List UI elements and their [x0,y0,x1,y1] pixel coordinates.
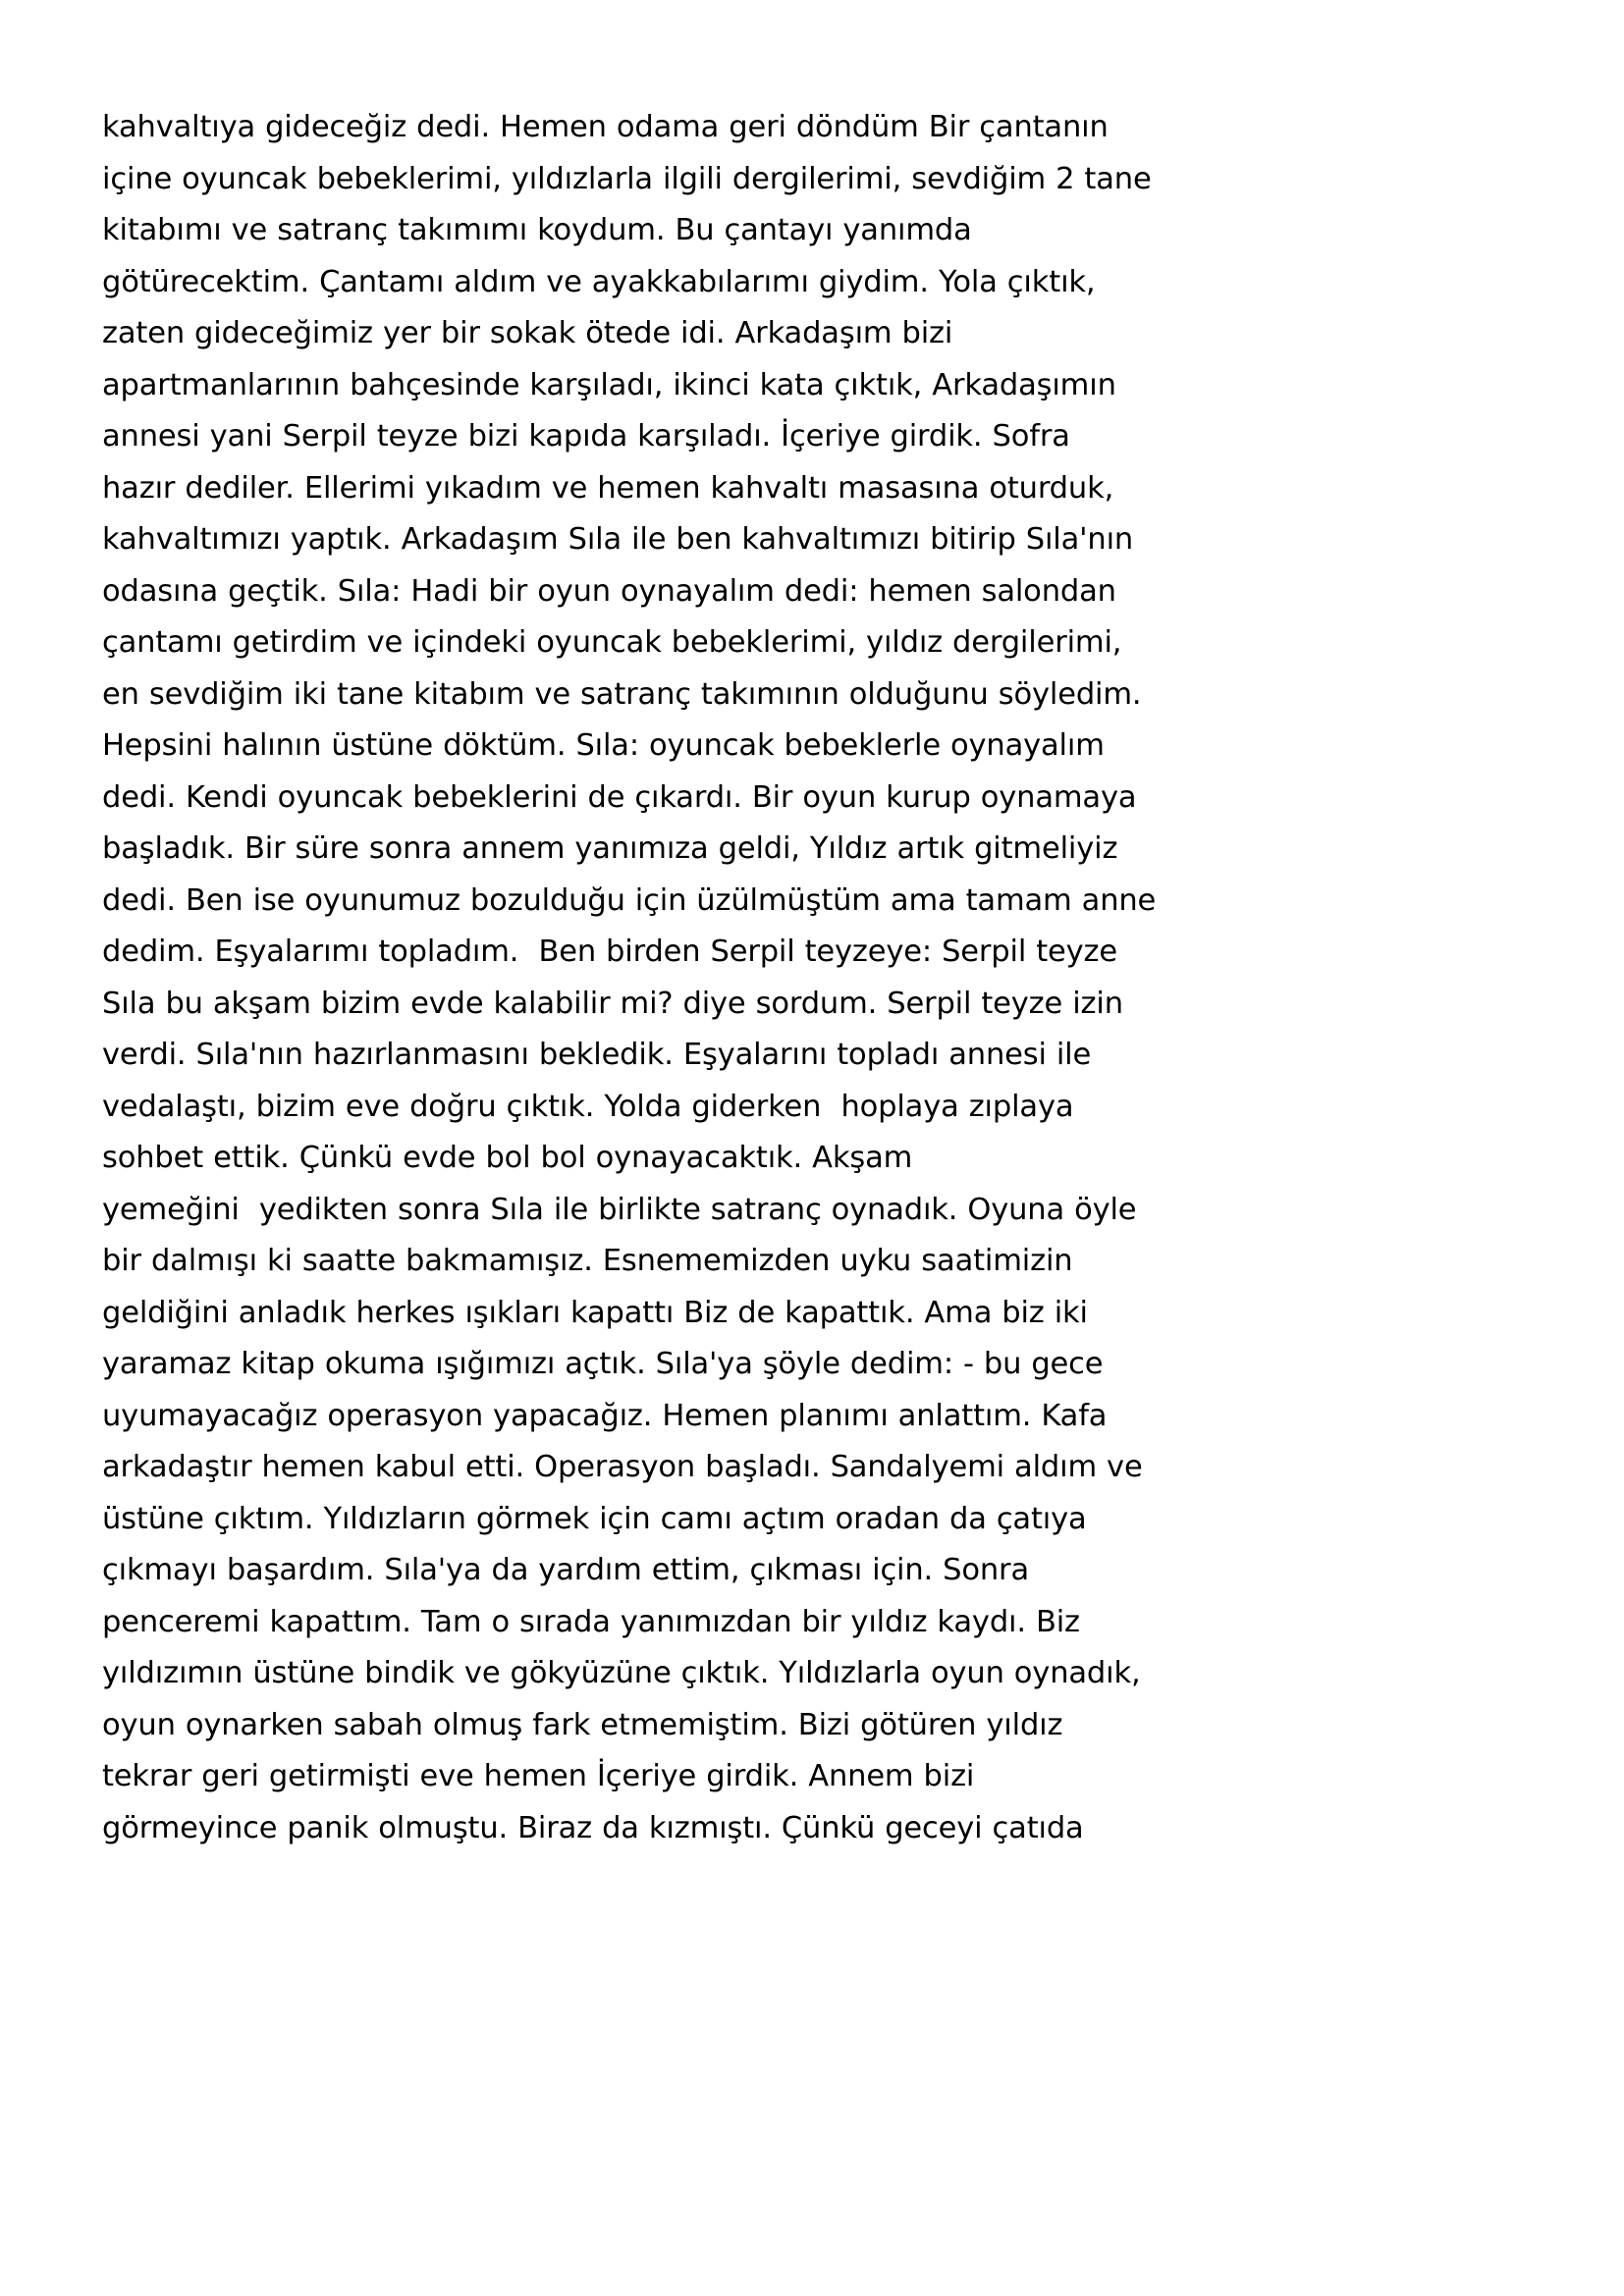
text-line: Sıla bu akşam bizim evde kalabilir mi? diye sordum. Serpil teyze izin [102,986,1123,1021]
text-line: dedi. Ben ise oyunumuz bozulduğu için üzülmüştüm ama tamam anne [102,882,1157,918]
text-line: çantamı getirdim ve içindeki oyuncak bebeklerimi, yıldız dergilerimi, [102,625,1122,660]
text-line: sohbet ettik. Çünkü evde bol bol oynayacaktık. Akşam [102,1141,913,1175]
text-line: içine oyuncak bebeklerimi, yıldızlarla ilgili dergilerimi, sevdiğim 2 tane [102,161,1152,196]
text-line: yemeğini yedikten sonra Sıla ile birlikte satranç oynadık. Oyuna öyle [102,1192,1137,1227]
text-line: zaten gideceğimiz yer bir sokak ötede idi. Arkadaşım bizi [102,316,953,350]
text-line: apartmanlarının bahçesinde karşıladı, ikinci kata çıktık, Arkadaşımın [102,367,1116,402]
text-line: çıkmayı başardım. Sıla'ya da yardım ettim, çıkması için. Sonra [102,1553,1029,1587]
text-line: arkadaştır hemen kabul etti. Operasyon başladı. Sandalyemi aldım ve [102,1450,1143,1484]
text-line: üstüne çıktım. Yıldızların görmek için camı açtım oradan da çatıya [102,1501,1087,1536]
text-line: geldiğini anladık herkes ışıkları kapattı Biz de kapattık. Ama biz iki [102,1295,1088,1330]
text-line: bir dalmışı ki saatte bakmamışız. Esnememizden uyku saatimizin [102,1244,1073,1278]
story-text-body [102,102,1542,1854]
text-line: yıldızımın üstüne bindik ve gökyüzüne çıktık. Yıldızlarla oyun oynadık, [102,1656,1141,1690]
text-line: görmeyince panik olmuştu. Biraz da kızmıştı. Çünkü geceyi çatıda [102,1810,1084,1845]
text-line: dedi. Kendi oyuncak bebeklerini de çıkardı. Bir oyun kurup oynamaya [102,779,1137,815]
text-line: odasına geçtik. Sıla: Hadi bir oyun oynayalım dedi: hemen salondan [102,573,1116,609]
text-line: penceremi kapattım. Tam o sırada yanımızdan bir yıldız kaydı. Biz [102,1604,1080,1639]
text-line: kitabımı ve satranç takımımı koydum. Bu çantayı yanımda [102,213,972,247]
text-line: en sevdiğim iki tane kitabım ve satranç takımının olduğunu söyledim. [102,676,1142,712]
text-line: uyumayacağız operasyon yapacağız. Hemen planımı anlattım. Kafa [102,1398,1108,1433]
text-line: hazır dediler. Ellerimi yıkadım ve hemen kahvaltı masasına oturduk, [102,470,1114,506]
text-line: kahvaltımızı yaptık. Arkadaşım Sıla ile ben kahvaltımızı bitirip Sıla'nın [102,522,1134,557]
text-line: verdi. Sıla'nın hazırlanmasını bekledik. Eşyalarını topladı annesi ile [102,1038,1092,1072]
text-line: oyun oynarken sabah olmuş fark etmemiştim. Bizi götüren yıldız [102,1707,1063,1742]
text-line: yaramaz kitap okuma ışığımızı açtık. Sıla'ya şöyle dedim: - bu gece [102,1347,1104,1381]
text-line: götürecektim. Çantamı aldım ve ayakkabılarımı giydim. Yola çıktık, [102,264,1096,299]
text-line: dedim. Eşyalarımı topladım. Ben birden Serpil teyzeye: Serpil teyze [102,934,1118,969]
text-line: başladık. Bir süre sonra annem yanımıza geldi, Yıldız artık gitmeliyiz [102,831,1118,866]
text-line: tekrar geri getirmişti eve hemen İçeriye girdik. Annem bizi [102,1759,975,1793]
text-line: kahvaltıya gideceğiz dedi. Hemen odama geri döndüm Bir çantanın [102,110,1109,144]
text-line: vedalaştı, bizim eve doğru çıktık. Yolda giderken hoplaya zıplaya [102,1089,1074,1124]
text-line: annesi yani Serpil teyze bizi kapıda karşıladı. İçeriye girdik. Sofra [102,419,1070,454]
text-line: Hepsini halının üstüne döktüm. Sıla: oyuncak bebeklerle oynayalım [102,728,1105,763]
